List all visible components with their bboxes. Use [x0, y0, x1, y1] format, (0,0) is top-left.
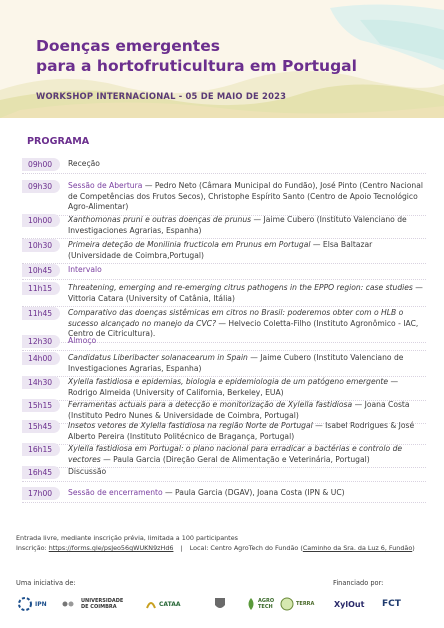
speaker-info: — Pedro Neto (Câmara Municipal do Fundão), José Pinto (Centro Nacional de Competências dos Frutos Secos), Christophe Espírito Santo (Centro de Apoio Tecnológico Agro-Alimentar) [68, 181, 424, 212]
speaker-info: — Jaime Cubero (Instituto Valenciano de Investigaciones Agrarias, Espanha) [68, 215, 407, 235]
time-label: 16h45 [22, 466, 60, 479]
talk-title: Comparativo das doenças sistêmicas em citros no Brasil: poderemos obter com o HLB o sucesso alcançado no manejo da CVC? [68, 308, 404, 328]
time-label: 12h30 [22, 335, 60, 348]
schedule-row [22, 376, 426, 398]
talk-title: Ferramentas actuais para a detecção e monitorização de Xylella fastidiosa [68, 400, 353, 409]
registration-line [16, 544, 415, 552]
time-label: 16h15 [22, 443, 60, 456]
funded-label: Financiado por: [333, 579, 384, 587]
schedule-row [22, 335, 426, 348]
time-label: 15h15 [22, 399, 60, 412]
schedule-row [22, 443, 426, 465]
session-description [68, 158, 426, 170]
coimbra-logo: UNIVERSIDADE DE COIMBRA [62, 597, 125, 611]
time-slot [22, 335, 64, 348]
talk-title: Xylella fastidiosa em Portugal: o plano nacional para erradicar a bactérias e controlo de vectores [68, 444, 403, 464]
session-title: Almoço [68, 336, 97, 345]
workshop-subtitle: WORKSHOP INTERNACIONAL - 05 DE MAIO DE 2023 [36, 91, 287, 101]
row-separator [22, 350, 426, 351]
local-close: ) [412, 544, 415, 552]
session-description [68, 466, 426, 478]
talk-title: Primeira deteção de Monilinia fructicola em Prunus em Portugal [68, 240, 311, 249]
row-separator [22, 173, 426, 174]
time-slot [22, 352, 64, 365]
time-slot [22, 214, 64, 227]
session-description [68, 399, 426, 421]
inscricao-label: Inscrição: [16, 544, 47, 552]
session-description [68, 487, 426, 499]
schedule-row [22, 466, 426, 479]
registration-link[interactable]: https://forms.gle/psJeo56gWUKN9zHd6 [48, 544, 174, 552]
session-description [68, 352, 426, 374]
time-slot [22, 282, 64, 295]
agrotech-leaf-icon [246, 598, 256, 610]
schedule-row [22, 420, 426, 442]
header-banner [0, 0, 444, 118]
session-description [68, 335, 426, 347]
row-separator [22, 481, 426, 482]
agrotech-logo: AGRO TECH [246, 597, 274, 611]
schedule-row [22, 487, 426, 500]
schedule-row [22, 399, 426, 421]
speaker-info: Discussão [68, 467, 107, 476]
session-description [68, 420, 426, 442]
speaker-info: — Vittoria Catara (University of Catânia, Itália) [68, 283, 423, 303]
schedule-row [22, 239, 426, 261]
time-label: 09h30 [22, 180, 60, 193]
schedule-row [22, 352, 426, 374]
speaker-info: — Isabel Rodrigues & José Alberto Pereira (Instituto Politécnico de Bragança, Portugal) [68, 421, 415, 441]
speaker-info: — Joana Costa (Instituto Pedro Nunes & Universidade de Coimbra, Portugal) [68, 400, 410, 420]
session-description [68, 239, 426, 261]
fct-logo: FCT [382, 599, 401, 609]
time-slot [22, 180, 64, 193]
time-label: 10h45 [22, 264, 60, 277]
speaker-info: Receção [68, 159, 100, 168]
session-title: Intervalo [68, 265, 102, 274]
terra-globe-icon [280, 597, 294, 611]
location-link[interactable]: Caminho da Sra. da Luz 6, Fundão [302, 544, 413, 552]
talk-title: Insetos vetores de Xylella fastidiosa na região Norte de Portugal [68, 421, 313, 430]
schedule-row [22, 282, 426, 304]
time-label: 09h00 [22, 158, 60, 171]
session-description [68, 376, 426, 398]
time-label: 11h15 [22, 282, 60, 295]
session-description [68, 214, 426, 236]
fundao-crest-icon [214, 597, 226, 611]
time-slot [22, 264, 64, 277]
time-slot [22, 466, 64, 479]
time-slot [22, 420, 64, 433]
schedule-row [22, 158, 426, 171]
time-label: 11h45 [22, 307, 60, 320]
session-description [68, 282, 426, 304]
initiative-label: Uma iniciativa de: [16, 579, 76, 587]
coimbra-crest-icon [62, 599, 78, 609]
title-line-1: Doenças emergentes [36, 37, 220, 55]
talk-title: Candidatus Liberibacter solanacearum in Spain [68, 353, 248, 362]
time-slot [22, 239, 64, 252]
entry-note: Entrada livre, mediante inscrição prévia, limitada a 100 participantes [16, 534, 238, 542]
session-description [68, 443, 426, 465]
session-description [68, 264, 426, 276]
row-separator [22, 502, 426, 503]
speaker-info: — Paula Garcia (DGAV), Joana Costa (IPN & UC) [162, 488, 345, 497]
session-title: Sessão de Abertura [68, 181, 143, 190]
speaker-info: — Jaime Cubero (Instituto Valenciano de Investigaciones Agrarias, Espanha) [68, 353, 404, 373]
ipn-icon [18, 597, 32, 611]
speaker-info: — Rodrigo Almeida (University of California, Berkeley, EUA) [68, 377, 399, 397]
xylout-logo: XylOut [334, 599, 365, 609]
terra-logo: TERRA [280, 597, 314, 611]
talk-title: Xanthomonas pruni e outras doenças de prunus [68, 215, 252, 224]
session-title: Sessão de encerramento [68, 488, 163, 497]
session-description [68, 180, 426, 213]
time-label: 10h00 [22, 214, 60, 227]
programa-heading: PROGRAMA [27, 136, 90, 147]
time-slot [22, 399, 64, 412]
schedule-row [22, 180, 426, 213]
speaker-info: — Helvecio Coletta-Filho (Instituto Agronômico - IAC, Centro de Citricultura). [68, 318, 419, 339]
ipn-logo: IPN [18, 597, 47, 611]
talk-title: Threatening, emerging and re-emerging citrus pathogens in the EPPO region: case studies [68, 283, 413, 292]
speaker-info: — Paula Garcia (Direção Geral de Alimentação e Veterinária, Portugal) [100, 454, 370, 464]
title-line-2: para a hortofruticultura em Portugal [36, 57, 357, 75]
time-label: 14h00 [22, 352, 60, 365]
divider: | [180, 544, 183, 552]
page-title [36, 36, 357, 76]
row-separator [22, 279, 426, 280]
talk-title: Xylella fastidiosa e epidemias, biologia e epidemiologia de um patógeno emergente [68, 377, 389, 386]
time-label: 14h30 [22, 376, 60, 389]
cataa-icon [145, 598, 157, 610]
speaker-info: — Elsa Baltazar (Universidade de Coimbra,Portugal) [68, 240, 373, 260]
time-label: 15h45 [22, 420, 60, 433]
local-label: Local: Centro AgroTech do Fundão ( [189, 544, 303, 552]
time-label: 10h30 [22, 239, 60, 252]
cataa-logo: CATAA [145, 597, 181, 611]
schedule-row [22, 214, 426, 236]
fundao-logo [214, 597, 226, 611]
time-slot [22, 158, 64, 171]
time-slot [22, 307, 64, 320]
schedule-row [22, 264, 426, 277]
time-slot [22, 487, 64, 500]
time-label: 17h00 [22, 487, 60, 500]
time-slot [22, 376, 64, 389]
time-slot [22, 443, 64, 456]
